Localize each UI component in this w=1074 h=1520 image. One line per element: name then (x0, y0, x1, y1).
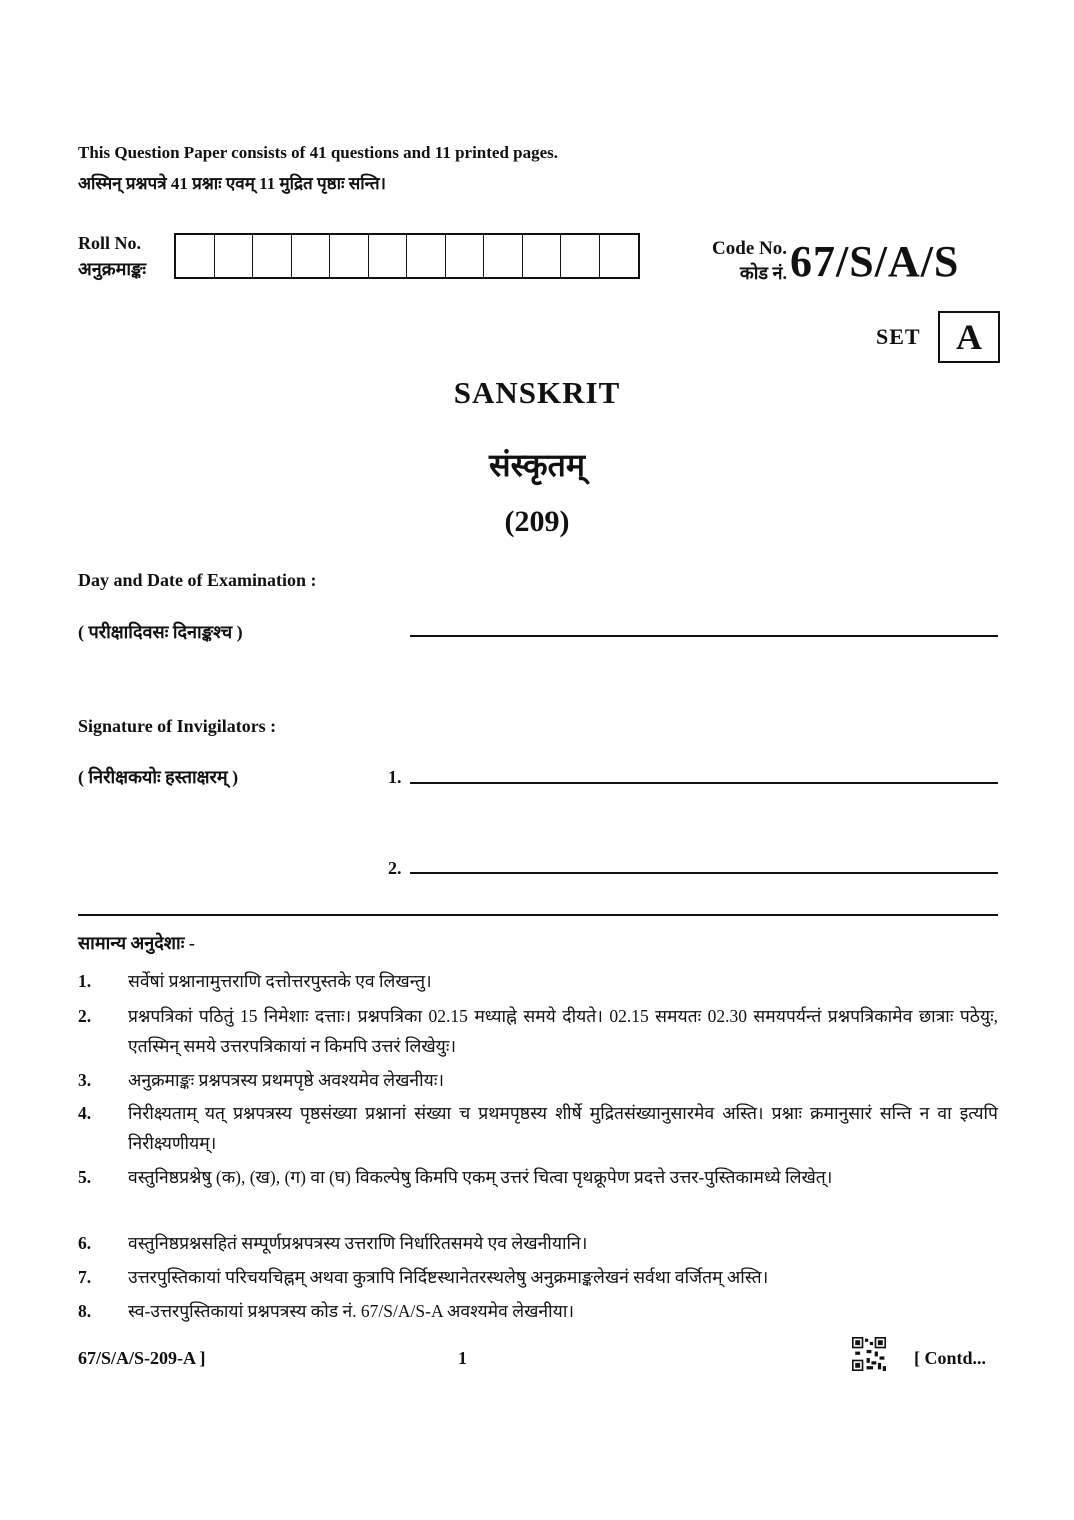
roll-number-box[interactable] (407, 235, 446, 277)
paper-info-hi: अस्मिन् प्रश्नपत्रे 41 प्रश्नाः एवम् 11 मुद्रित पृष्ठाः सन्ति। (78, 174, 387, 193)
exam-date-label-hi: ( परीक्षादिवसः दिनाङ्कश्च ) (78, 622, 243, 642)
invigilator-1-signature-line[interactable] (410, 782, 998, 784)
instruction-number: 5. (78, 1167, 92, 1187)
instruction-item (78, 1001, 998, 1061)
roll-number-boxes[interactable] (174, 233, 640, 279)
footer-page-number: 1 (458, 1348, 467, 1368)
roll-label-en: Roll No. (78, 233, 141, 253)
instruction-item (78, 1162, 998, 1192)
invigilator-2-signature-line[interactable] (410, 872, 998, 874)
invigilators-label-en: Signature of Invigilators : (78, 716, 277, 736)
roll-number-box[interactable] (330, 235, 369, 277)
instruction-text: प्रश्नपत्रिकां पठितुं 15 निमेशाः दत्ताः। प्रश्नपत्रिका 02.15 मध्याह्ने समये दीयते। 02.15 समयतः 02.30 समयपर्यन्तं प्रश्नपत्रिकामेव छात्राः पठेयुः, एतस्मिन् समये उत्तरपत्रिकायां न किमपि उत्तरं लिखेयुः। (128, 1006, 998, 1056)
roll-number-box[interactable] (484, 235, 523, 277)
invigilators-label-hi: ( निरीक्षकयोः हस्ताक्षरम् ) (78, 767, 239, 787)
instruction-item (78, 1065, 998, 1095)
footer-paper-code: 67/S/A/S-209-A ] (78, 1348, 206, 1368)
instruction-number: 3. (78, 1070, 92, 1090)
roll-number-label (78, 230, 146, 282)
instruction-item (78, 1262, 998, 1292)
roll-number-box[interactable] (292, 235, 331, 277)
set-label: SET (876, 324, 921, 349)
subject-title-en: SANSKRIT (453, 375, 621, 410)
section-divider (78, 914, 998, 916)
instruction-item (78, 1228, 998, 1258)
instruction-number: 6. (78, 1233, 92, 1253)
roll-number-box[interactable] (523, 235, 562, 277)
roll-number-box[interactable] (215, 235, 254, 277)
roll-number-box[interactable] (446, 235, 485, 277)
instruction-number: 2. (78, 1006, 92, 1026)
code-label (697, 236, 787, 286)
paper-info-en: This Question Paper consists of 41 questions and 11 printed pages. (78, 143, 559, 162)
code-label-hi: कोड नं. (739, 263, 787, 283)
instruction-text: निरीक्ष्यताम् यत् प्रश्नपत्रस्य पृष्ठसंख्या प्रश्नानां संख्या च प्रथमपृष्ठस्य शीर्षे मुद्रितसंख्यानुसारमेव अस्ति। प्रश्नाः क्रमानुसारं सन्ति न वा इत्यपि निरीक्ष्यणीयम्। (128, 1103, 998, 1153)
instruction-text: स्व-उत्तरपुस्तिकायां प्रश्नपत्रस्य कोड नं. 67/S/A/S-A अवश्यमेव लेखनीया। (128, 1301, 574, 1321)
roll-label-hi: अनुक्रमाङ्कः (78, 259, 147, 279)
exam-date-label-en: Day and Date of Examination : (78, 570, 317, 590)
instruction-number: 8. (78, 1301, 92, 1321)
instruction-item (78, 1296, 998, 1326)
instruction-text: उत्तरपुस्तिकायां परिचयचिह्नम् अथवा कुत्रापि निर्दिष्टस्थानेतरस्थलेषु अनुक्रमाङ्कलेखनं सर्वथा वर्जितम् अस्ति। (128, 1267, 769, 1287)
exam-date-line[interactable] (410, 635, 998, 637)
instruction-text: सर्वेषां प्रश्नानामुत्तराणि दत्तोत्तरपुस्तके एव लिखन्तु। (128, 971, 432, 991)
invigilator-1-number: 1. (388, 767, 402, 787)
subject-code: (209) (504, 505, 570, 538)
roll-number-box[interactable] (600, 235, 639, 277)
instruction-item (78, 966, 998, 996)
subject-title-hi: संस्कृतम् (488, 447, 586, 483)
instructions-heading: सामान्य अनुदेशाः - (78, 933, 195, 953)
instruction-number: 4. (78, 1103, 92, 1123)
invigilator-2-number: 2. (388, 858, 402, 878)
roll-number-box[interactable] (369, 235, 408, 277)
roll-number-box[interactable] (561, 235, 600, 277)
instruction-number: 1. (78, 971, 92, 991)
qr-code-icon (852, 1337, 886, 1371)
code-label-en: Code No. (712, 238, 787, 259)
instruction-text: वस्तुनिष्ठप्रश्नसहितं सम्पूर्णप्रश्नपत्रस्य उत्तराणि निर्धारितसमये एव लेखनीयानि। (128, 1233, 588, 1253)
set-badge: A (938, 311, 1000, 363)
instruction-item (78, 1098, 998, 1158)
footer-continued: [ Contd... (914, 1348, 987, 1368)
instruction-text: अनुक्रमाङ्कः प्रश्नपत्रस्य प्रथमपृष्ठे अवश्यमेव लेखनीयः। (128, 1070, 444, 1090)
roll-number-box[interactable] (176, 235, 215, 277)
roll-number-box[interactable] (253, 235, 292, 277)
instruction-number: 7. (78, 1267, 92, 1287)
code-number: 67/S/A/S (790, 237, 960, 286)
instruction-text: वस्तुनिष्ठप्रश्नेषु (क), (ख), (ग) वा (घ) विकल्पेषु किमपि एकम् उत्तरं चित्वा पृथक्रूपेण प्रदत्ते उत्तर-पुस्तिकामध्ये लिखेत्। (128, 1167, 833, 1187)
